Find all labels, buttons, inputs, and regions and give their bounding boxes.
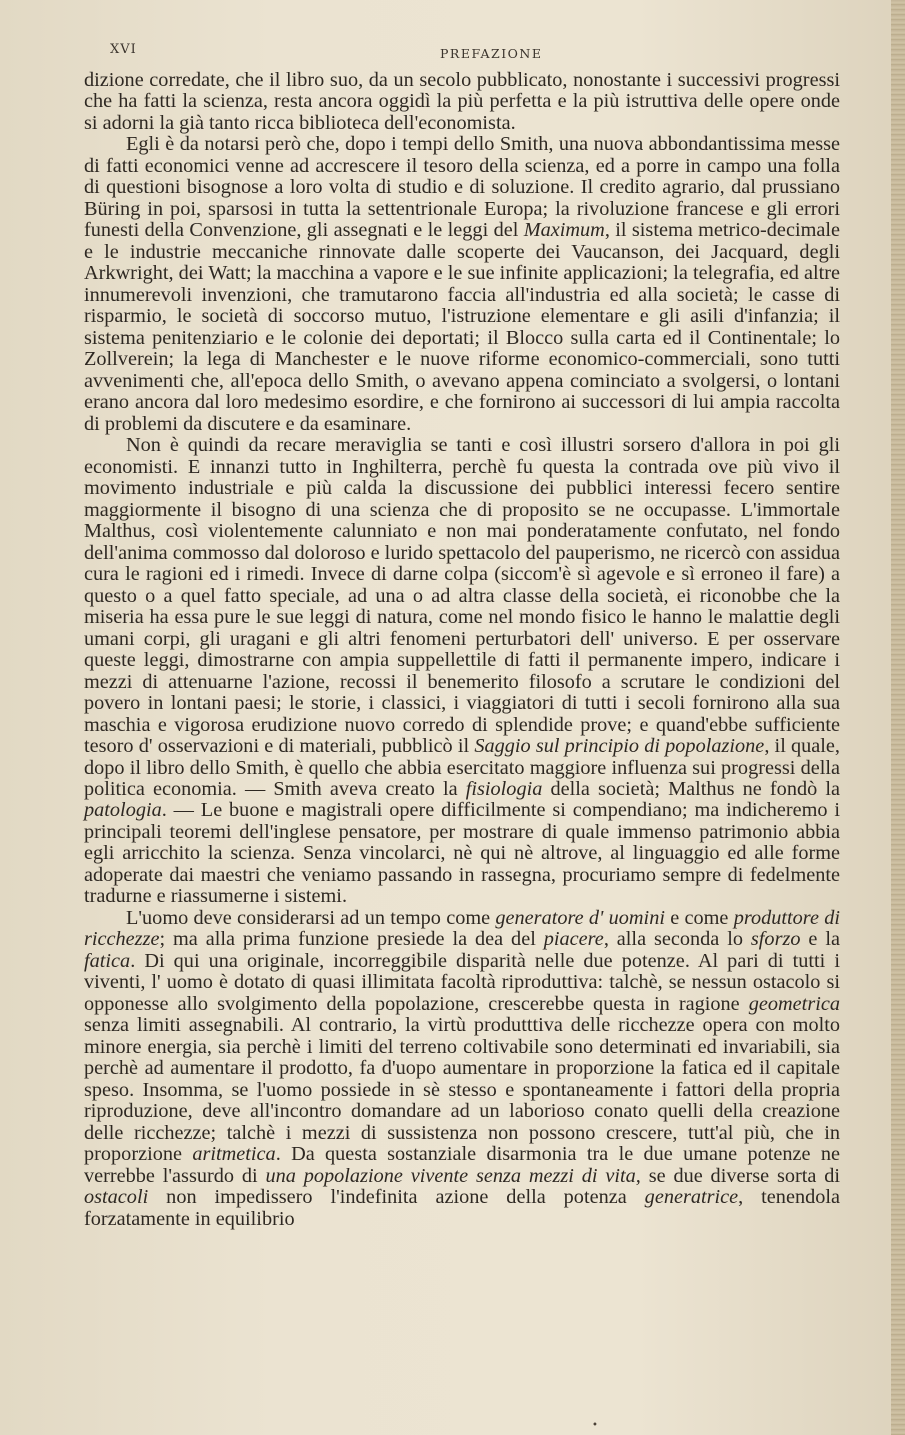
text-run: , alla seconda lo [603,928,751,951]
text-run: . Da questa sostanziale disarmonia tra le due umane potenze ne verrebbe l'assurdo di [84,1143,841,1187]
italic-run: fatica [84,949,131,972]
text-run: senza limiti assegnabili. Al contrario, la virtù produtttiva delle ricchezze opera con molto minore energia, sia perchè i limiti del terreno coltivabile sono determinati ed invariabili, sia perchè ad aumentare il prodotto, fa d'uopo aumentare in proporzione la fatica ed il capitale speso. Insomma, se l'uomo possiede in sè stesso e spontaneamente i fattori della propria riproduzione, deve all'incontro domandare ad un laborioso conato quelli della creazione delle ricchezze; talchè i mezzi di sussistenza non possono crescere, tutt'al più, che in proporzione [84,1014,840,1166]
italic-run: Maximum [523,219,605,242]
italic-run: Saggio sul principio di popolazione [474,735,765,758]
page-header [110,40,850,64]
italic-run: sforzo [750,928,801,951]
print-mark: • [592,1420,598,1431]
text-run: non impedissero l'indefinita azione della potenza [148,1186,645,1209]
italic-run: generatrice [644,1186,739,1209]
text-run: , il quale, dopo il libro dello Smith, è quello che abbia esercitato maggiore influenza sui progressi della politica economia. — Smith aveva creato la [84,735,840,800]
paragraph [84,70,840,134]
body-text [84,70,840,1230]
text-run: dizione corredate, che il libro suo, da un secolo pubblicato, nonostante i successivi progressi che ha fatti la scienza, resta ancora oggidì la più perfetta e la più istruttiva delle opere onde si adorni la già tanto ricca biblioteca dell'economista. [84,69,840,134]
text-run: ; ma alla prima funzione presiede la dea del [159,928,544,951]
italic-run: fisiologia [465,777,543,800]
italic-run: patologia [84,799,162,822]
text-run: Egli è da notarsi però che, dopo i tempi dello Smith, una nuova abbondantissima messe di fatti economici venne ad accrescere il tesoro della scienza, ed a porre in campo una folla di questioni bisognose a loro volta di studio e di soluzione. Il credito agrario, dal prussiano Büring in poi, sparsosi in tutta la settentrionale Europa; la rivoluzione francese e gli errori funesti della Convenzione, gli assegnati e le leggi del [84,133,840,242]
italic-run: una popolazione vivente senza mezzi di vita, [265,1164,641,1187]
text-run: Non è quindi da recare meraviglia se tanti e così illustri sorsero d'allora in poi gli economisti. E innanzi tutto in Inghilterra, perchè fu questa la contrada ove più vivo il movimento industriale e più calda la discussione dei pubblici interessi fecero sentire maggiormente il bisogno di una scienza che di proposito se ne occupasse. L'immortale Malthus, così violentemente calunniato e non mai ponderatamente confutato, nel fondo dell'anima commosso dal doloroso e lurido spettacolo del pauperismo, ne ricercò con assidua cura le ragioni ed i rimedi. Invece di darne colpa (siccom'è sì agevole e sì erroneo il fare) a questo o a quel fatto speciale, ad una o ad altra classe della società, ei riconobbe che la miseria ha essa pure le sue leggi di natura, come nel mondo fisico le hanno le malattie degli umani corpi, gli uragani e gli altri fenomeni perturbatori dell' universo. E per osservare queste leggi, dimostrarne con ampia suppellettile di fatti il permanente impero, indicare i mezzi di attenuarne l'azione, recossi il benemerito filosofo a scrutare le condizioni del povero in lontani paesi; le storie, i classici, i viaggiatori di tutti i secoli fornirono alla sua maschia e vigorosa erudizione nuovo corredo di splendide prove; e quand'ebbe sufficiente tesoro d' osservazioni e di materiali, pubblicò il [84,434,840,758]
italic-run: piacere [543,928,604,951]
text-run: L'uomo deve considerarsi ad un tempo come [126,906,496,929]
text-run: della società; Malthus ne fondò la [542,777,840,800]
text-run: , il sistema metrico-decimale e le industrie meccaniche rinnovate dalle scoperte dei Vaucanson, dei Jacquard, degli Arkwright, dei Watt; la macchina a vapore e le sue infinite applicazioni; la telegrafia, ed altre innumerevoli invenzioni, che tramutarono faccia all'industria ed alla società; le casse di risparmio, le società di soccorso mutuo, l'istruzione elementare e gli asili d'infanzia; il sistema penitenziario e le colonie dei deportati; il Blocco sulla carta ed il Continentale; lo Zollverein; la lega di Manchester e le nuove riforme economico-commerciali, sono tutti avvenimenti che, all'epoca dello Smith, o avevano appena cominciato a svolgersi, o lontani erano ancora dal loro medesimo esordire, e che fornirono ai successori di lui ampia raccolta di problemi da discutere e da esaminare. [84,219,840,435]
page-edge [891,0,905,1435]
text-run: e la [800,928,840,951]
page-number: XVI [110,42,137,57]
italic-run: ostacoli [84,1186,149,1209]
italic-run: geometrica [748,992,840,1015]
text-run: se due diverse sorta di [640,1164,840,1187]
text-run: e come [664,906,734,929]
italic-run: produttore di ricchezze [84,906,840,951]
italic-run: aritmetica [192,1143,276,1166]
paragraph [84,134,840,435]
italic-run: generatore d' uomini [495,906,665,929]
text-run: . Di qui una originale, incorreggibile disparità nelle due potenze. Al pari di tutti i viventi, l' uomo è dotato di quasi illimitata facoltà riproduttiva: talchè, se nessun ostacolo si opponesse allo svolgimento della popolazione, crescerebbe questa in ragione [84,949,840,1015]
text-run: . — Le buone e magistrali opere difficilmente si compendiano; ma indicheremo i principali teoremi dell'inglese pensatore, per mostrare di quale immenso patrimonio abbia egli arricchito la scienza. Senza vincolarci, nè qui nè altrove, al linguaggio ed alle forme adoperate dai maestri che veniamo passando in rassegna, procuriamo sempre di fedelmente tradurne e riassumerne i sistemi. [84,799,840,908]
paragraph [84,908,840,1230]
running-head: PREFAZIONE [440,46,543,61]
text-run: , tenendola forzatamente in equilibrio [84,1186,841,1230]
paragraph [84,435,840,908]
